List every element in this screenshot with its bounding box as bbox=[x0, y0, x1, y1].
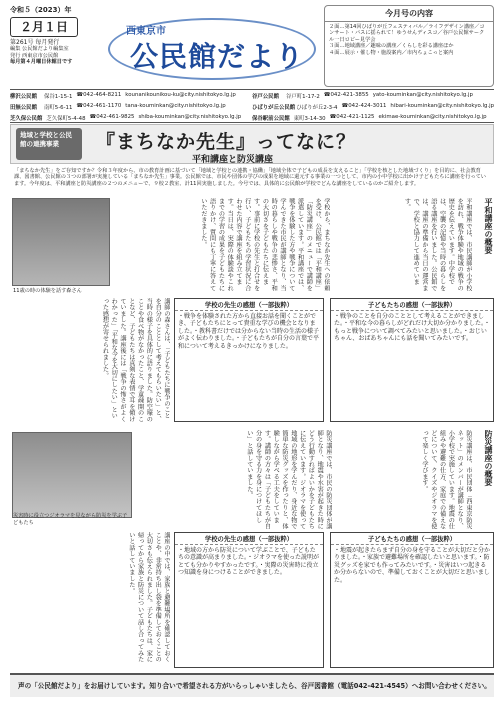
box-body: ・戦争を体験された方から直接お話を聞くことができ、子どもたちにとって貴重な学びの機会となりました。・教科書だけでは分からない当時の生活の様子がよく伝わりました。・子どもたちが自分の言葉で平和について考えるきっかけになりました。 bbox=[178, 313, 320, 350]
article-column: 講師の森さんは、「子どもたちに戦争のことを自分のこととして考えてもらいたい」と、当時の様子を具体的に語りました。防空壕のことや食べ物がなかったこと、学童疎開のことなど、子どもたちは真剣な表情で耳を傾けていました。講座後には「戦争の怖さがよくわかった」「平和な今を大切にしたい」といった感想が寄せられました。 bbox=[101, 298, 170, 422]
era-date: 令和５（2023）年 bbox=[10, 6, 72, 14]
editor-label: 編集 bbox=[10, 46, 21, 53]
box-heading: 学校の先生の感想（一部抜粋） bbox=[175, 533, 323, 545]
directory-entry: 芝久保公民館 芝久保町5-4-48 ☎042-461-9825 shiba-kouminkan@city.nishitokyo.lg.jp bbox=[10, 113, 242, 122]
box-heading: 子どもたちの感想（一部抜粋） bbox=[331, 299, 493, 311]
lead-badge: 地域と学校と公民館の連携事業 bbox=[16, 128, 82, 160]
article-column: 防災講座では、市民の防災団体が講師となり、地震や水害が起きた時にどう行動すればよいかを子どもたちに伝えています。ジオラマを使って地域の地形を学んだり、身近な物で簡単な防災グッズを作ったりと、体験しながら学べる工夫をしています。講師の方々は「子どもたちが自分の身を守る力を身につけてほしい」と話していました。 bbox=[245, 430, 332, 530]
contents-item: ２面…第14回ひばりが丘フェスティバル／ライフデザイン講座／コンサート・バスに揺られて！ゆうせんディスコ／谷戸公民館サークル一日ロビー見学会 bbox=[329, 24, 485, 43]
box-body: ・戦争のことを自分のこととして考えることができました。・平和な今の暮らしがどれだけ大切か分かりました。・もっと戦争について調べてみたいと思いました。・おじいちゃん、おばあちゃんにも話を聞いてみたいです。 bbox=[334, 313, 491, 343]
article-column: 学校から、まちなか先生への依頼を受け、公民館では「平和講座」「防災講座」のメニューで講師を派遣しています。平和講座では、戦争を体験した方や戦争について学んできた市民が講師となり、当時の暮らしや戦争の悲惨さ、平和の大切さを子どもたちに伝えます。事前に学校の先生と打合せを行い、子どもたちの学習状況に合わせた内容で講座を組み立てます。当日は、実際の体験談やこれまでの学習の成果を子どもたちに語りかけ、質問にも丁寧に答えていただきました。 bbox=[199, 198, 330, 291]
directory-entry: ひばりが丘公民館 ひばりが丘2-3-4 ☎042-424-3011 hibari-kouminkan@city.nishitokyo.lg.jp bbox=[252, 102, 494, 111]
editor-name: 公民館だより編集室 bbox=[22, 46, 69, 53]
contents-box bbox=[324, 5, 494, 87]
masthead-title: 公民館だより bbox=[130, 40, 305, 73]
directory-entry: 谷戸公民館 谷戸町1-17-2 ☎042-421-3855 yato-kouminkan@city.nishitokyo.lg.jp bbox=[252, 91, 473, 100]
diorama-photo bbox=[12, 432, 132, 526]
contents-item: ４面…展示・催し物・施設案内／市内ちょこっと案内 bbox=[329, 49, 454, 56]
issue-number: 第261号 毎月発行 bbox=[10, 39, 60, 46]
directory-entry: 田無公民館 南町5-6-11 ☎042-461-1170 tana-kouminkan@city.nishitokyo.lg.jp bbox=[10, 102, 226, 111]
masthead-city: 西東京市 bbox=[126, 26, 166, 37]
directory-entry: 保谷駅前公民館 東町3-14-30 ☎042-421-1125 ekimae-kouminkan@city.nishitokyo.lg.jp bbox=[252, 113, 487, 122]
lead-subtitle: 平和講座と防災講座 bbox=[192, 155, 274, 165]
directory-entry: 柳沢公民館 保谷1-15-1 ☎042-464-8211 kounanikounikou-ku@city.nishitokyo.lg.jp bbox=[10, 91, 236, 100]
masthead bbox=[108, 18, 316, 80]
box-heading: 子どもたちの感想（一部抜粋） bbox=[331, 533, 493, 545]
children-feedback-box bbox=[330, 298, 494, 422]
issue-date: ２月１日 bbox=[10, 17, 78, 37]
lead-intro: 「まちなか先生」をご存知ですか？令和３年度から、市の教育計画に基づいて「地域と学校との連携・協働」「地域全体で子どもの成長を支えること」「学校を核とした地域づくり」を目的に、社会教育課、図書館、公民館の３つの部署が実施している「まちなか先生」事業。公民館では、市民や団体の学びの成果を地域に還元する事業の一つとして、市内の小中学校に出かけ子どもたちに講座を行っています。今年度は、平和講座と防災講座の２つのメニューで、９校２教室、計11回実施しました。今号では、具体的に公民館が学校でどんな講座をしているのかご紹介します。 bbox=[14, 168, 486, 187]
box-heading: 学校の先生の感想（一部抜粋） bbox=[175, 299, 323, 311]
article-column: 講座の中では、家族と避難場所を確認しておくことや、非常持ち出し袋を準備しておくことの大切さも伝えられました。子どもたちは、家に帰ってから家族と防災について話し合ってみたいと話していました。 bbox=[127, 532, 170, 663]
lead-title: 『まちなか先生』ってなに？ bbox=[96, 131, 357, 153]
contents-item: ３面…地域講座／趣味の講座／くらしを彩る講座ほか bbox=[329, 43, 454, 50]
contents-heading: 今月号の内容 bbox=[325, 6, 493, 22]
date-block bbox=[10, 5, 102, 85]
photo-caption: 11歳の時の体験を話す森さん bbox=[13, 287, 82, 294]
closing-notice: 毎月第４月曜日休館日です bbox=[10, 59, 73, 66]
box-body: ・地震が起きたらまず自分の身を守ることが大切だと分かりました。・家族で避難場所を確認したいと思います。・防災グッズを家でも作ってみたいです。・災害はいつ起きるか分からないので、準備しておくことが大切だと思いました。 bbox=[334, 547, 491, 584]
photo-caption: 災害時に役立つジオラマを見ながら防災を学ぶ子どもたち bbox=[13, 513, 128, 526]
peace-lecture-heading: 平和講座の概要 bbox=[484, 198, 493, 254]
footer-notice: 声の「公民館だより」をお届けしています。知り合いで希望される方がいらっしゃいましたら、谷戸図書館（電話042-421-4545）へお問い合わせください。 bbox=[10, 673, 494, 697]
publisher-name: 西東京市公民館 bbox=[22, 52, 59, 59]
lecture-photo bbox=[12, 198, 110, 294]
disaster-lecture-summary: 防災講座は、市民団体「西東京防災ネット」のメンバーが講師となり、小学校で実施しています。地震の仕組みや避難の仕方、家庭での備えなどについて、クイズやジオラマを使って楽しく学びます。 bbox=[421, 430, 472, 530]
children-feedback-box bbox=[330, 532, 494, 668]
box-body: ・地域の方から防災について学ぶことで、子どもたちの意識が高まりました。・ジオラマを使った説明がとても分かりやすかったです。・実際の災害時に役立つ知識を身につけることができました。 bbox=[178, 547, 320, 577]
disaster-lecture-heading: 防災講座の概要 bbox=[484, 430, 493, 486]
publisher-label: 発行 bbox=[10, 52, 21, 59]
teacher-feedback-box bbox=[174, 298, 324, 422]
kouminkan-directory bbox=[10, 89, 494, 123]
teacher-feedback-box bbox=[174, 532, 324, 668]
peace-lecture-summary: 平和講座では、市民講師が小学校を訪れ、戦争体験や地域の戦争の歴史を伝えています。中学校では、空襲の記憶や当時の暮らしを語る講座を行いました。公民館では、講座の準備から当日の運営まで、学校と協力して進めています。 bbox=[403, 198, 472, 291]
